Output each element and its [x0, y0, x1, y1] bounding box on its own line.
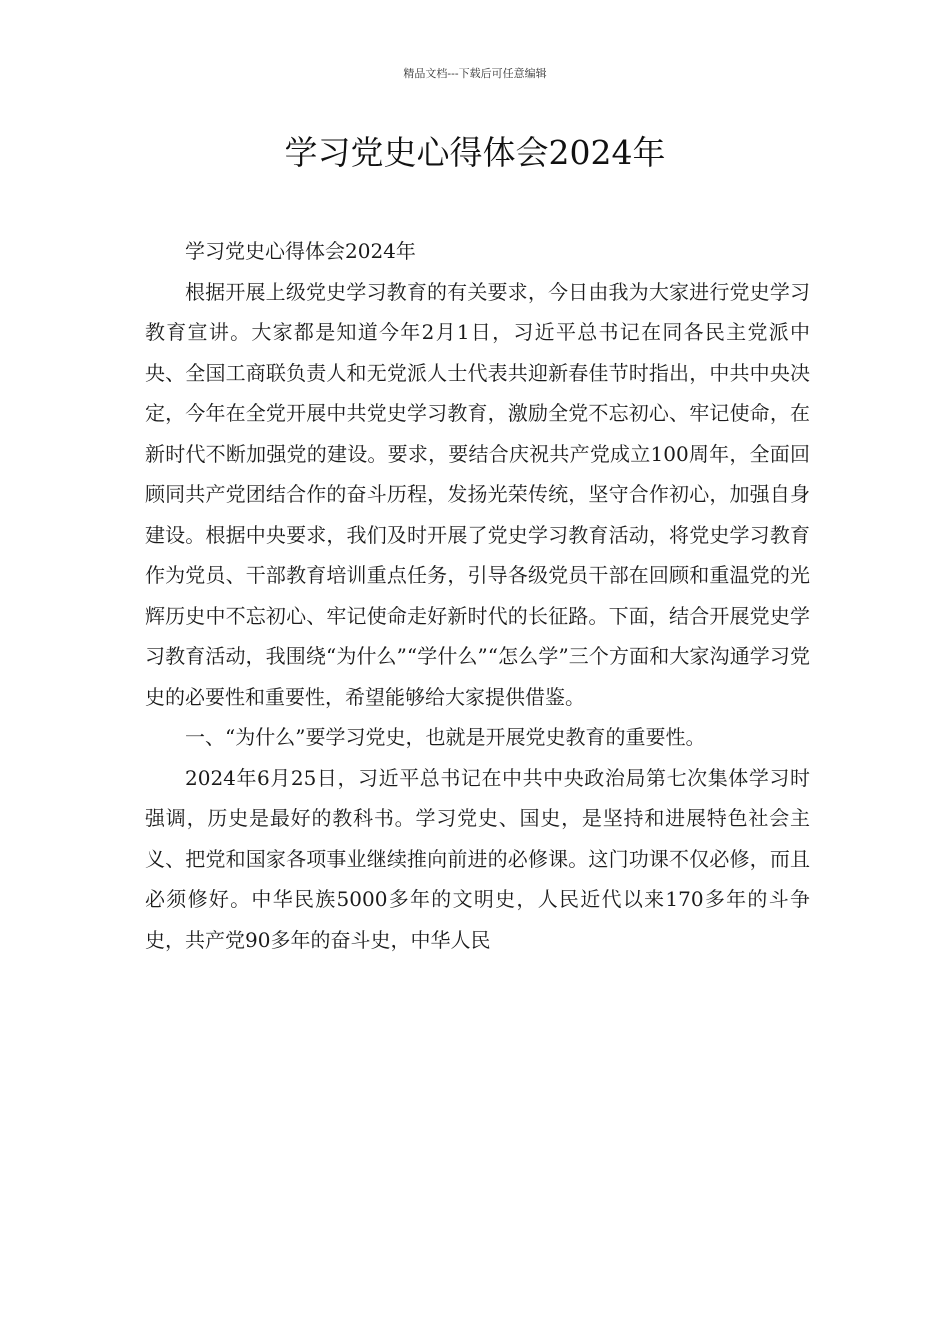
document-body [145, 231, 810, 960]
paragraph-intro: 根据开展上级党史学习教育的有关要求，今日由我为大家进行党史学习教育宣讲。大家都是知道今年2月1日，习近平总书记在同各民主党派中央、全国工商联负责人和无党派人士代表共迎新春佳节时指出，中共中央决定，今年在全党开展中共党史学习教育，激励全党不忘初心、牢记使命，在新时代不断加强党的建设。要求，要结合庆祝共产党成立100周年，全面回顾同共产党团结合作的奋斗历程，发扬光荣传统，坚守合作初心，加强自身建设。根据中央要求，我们及时开展了党史学习教育活动，将党史学习教育作为党员、干部教育培训重点任务，引导各级党员干部在回顾和重温党的光辉历史中不忘初心、牢记使命走好新时代的长征路。下面，结合开展党史学习教育活动，我围绕“为什么”“学什么”“怎么学”三个方面和大家沟通学习党史的必要性和重要性，希望能够给大家提供借鉴。 [145, 279, 810, 709]
document-title: 学习党史心得体会2024年 [284, 133, 666, 172]
paragraph-subtitle: 学习党史心得体会2024年 [185, 239, 416, 263]
page-header-note: 精品文档---下载后可任意编辑 [403, 67, 547, 80]
paragraph-section-heading: 一、“为什么”要学习党史，也就是开展党史教育的重要性。 [185, 725, 706, 749]
paragraph-body: 2024年6月25日，习近平总书记在中共中央政治局第七次集体学习时强调，历史是最好的教科书。学习党史、国史，是坚持和进展特色社会主义、把党和国家各项事业继续推向前进的必修课。这门功课不仅必修，而且必须修好。中华民族5000多年的文明史，人民近代以来170多年的斗争史，共产党90多年的奋斗史，中华人民 [145, 765, 810, 952]
